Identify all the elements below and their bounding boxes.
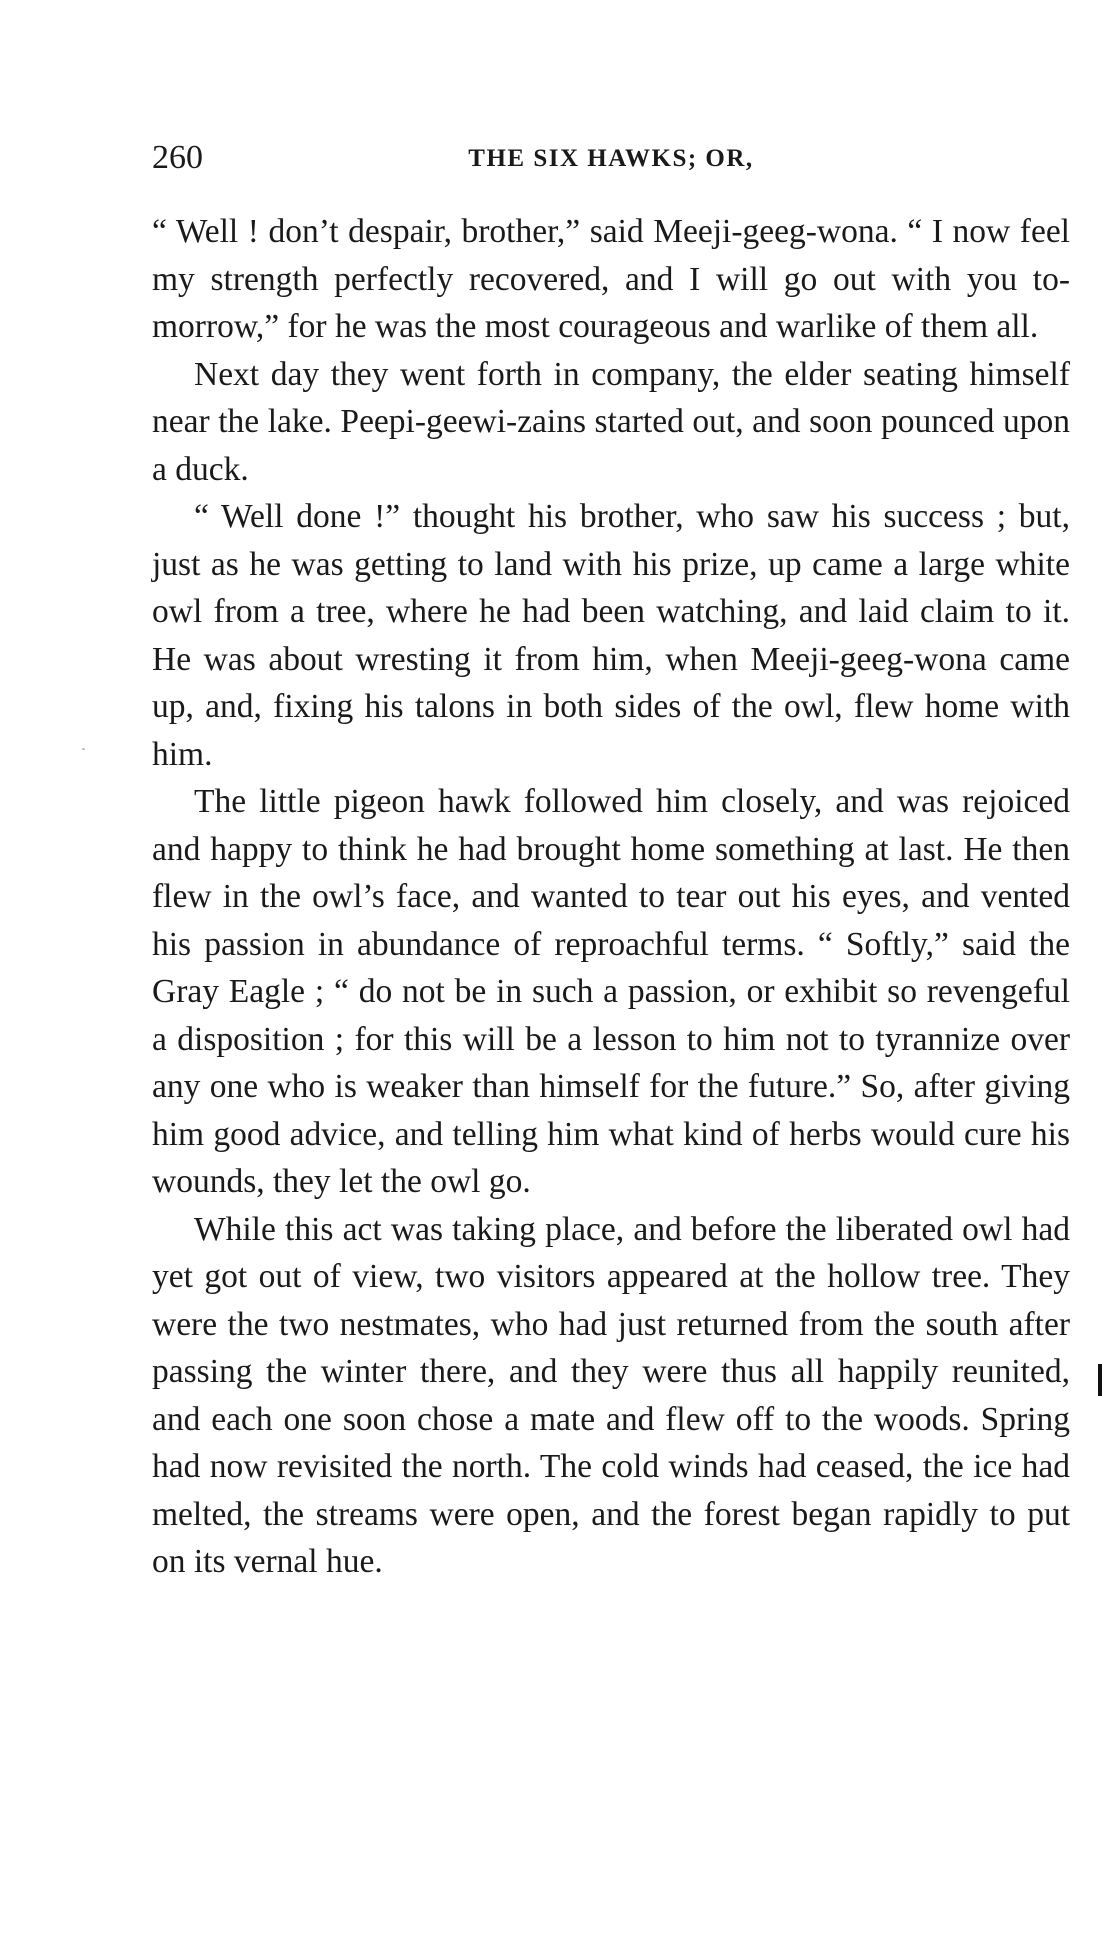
running-title: THE SIX HAWKS; OR, bbox=[468, 145, 754, 172]
running-head bbox=[152, 138, 1070, 186]
book-page bbox=[152, 138, 1070, 1586]
body-text bbox=[152, 208, 1070, 1586]
paragraph-2: Next day they went forth in company, the elder seating himself near the lake. Peepi-geewi-zains started out, and soon pounced upon a duck. bbox=[152, 355, 1070, 488]
margin-mark bbox=[1098, 1364, 1102, 1396]
paragraph-4: The little pigeon hawk followed him closely, and was rejoiced and happy to think he had brought home something at last. He then flew in the owl’s face, and wanted to tear out his eyes, and vented his passion in abundance of reproachful terms. “ Softly,” said the Gray Eagle ; “ do not be in such a passion, or exhibit so revengeful a disposition ; for this will be a lesson to him not to tyrannize over any one who is weaker than himself for the future.” So, after giving him good advice, and telling him what kind of herbs would cure his wounds, they let the owl go. bbox=[152, 783, 1070, 1200]
paper-speck bbox=[82, 748, 85, 750]
paragraph-3: “ Well done !” thought his brother, who saw his success ; but, just as he was getting to land with his prize, up came a large white owl from a tree, where he had been watching, and laid claim to it. He was about wresting it from him, when Meeji-geeg-wona came up, and, fixing his talons in both sides of the owl, flew home with him. bbox=[152, 498, 1070, 773]
paragraph-1: “ Well ! don’t despair, brother,” said Meeji-geeg-wona. “ I now feel my strength perfectly recovered, and I will go out with you to-morrow,” for he was the most courageous and warlike of them all. bbox=[152, 213, 1070, 345]
page-number: 260 bbox=[152, 139, 203, 176]
paragraph-5: While this act was taking place, and before the liberated owl had yet got out of view, two visitors appeared at the hollow tree. They were the two nestmates, who had just returned from the south after passing the winter there, and they were thus all happily reunited, and each one soon chose a mate and flew off to the woods. Spring had now revisited the north. The cold winds had ceased, the ice had melted, the streams were open, and the forest began rapidly to put on its vernal hue. bbox=[152, 1210, 1070, 1580]
